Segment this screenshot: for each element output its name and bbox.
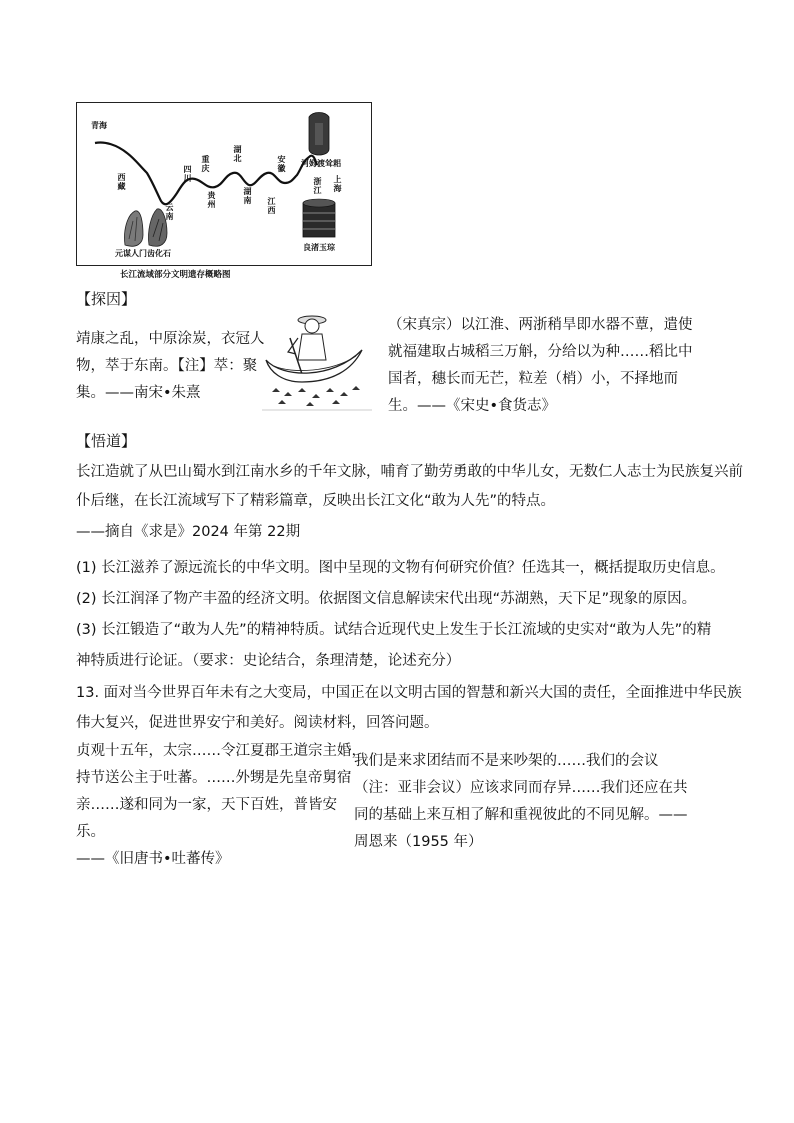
- source-qiushi: ——摘自《求是》2024 年第 22期: [76, 524, 301, 540]
- question-13-line: 伟大复兴，促进世界安宁和美好。阅读材料，回答问题。: [76, 715, 439, 731]
- farmer-boat-illustration: [262, 308, 372, 412]
- quote-zhuxi-line: 物，萃于东南。【注】萃：聚: [76, 358, 258, 374]
- map-label-sichuan: 四川: [183, 165, 192, 183]
- map-label-hunan: 湖南: [243, 187, 252, 205]
- quote-songshi-line: 生。——《宋史•食货志》: [388, 398, 557, 414]
- map-label-zhejiang: 浙江: [313, 177, 322, 195]
- question-list: [76, 553, 725, 677]
- map-label-yuanmou: 元谋人门齿化石: [115, 249, 171, 258]
- quote-zhou-line: 周恩来（1955 年）: [354, 834, 483, 850]
- map-label-qinghai: 青海: [91, 121, 107, 130]
- quote-songshi-line: 就福建取占城稻三万斛，分给以为种……稻比中: [388, 344, 693, 360]
- quote-tang-line: 持节送公主于吐蕃。……外甥是先皇帝舅宿: [76, 770, 352, 786]
- question-item-3-cont: 神特质进行论证。（要求：史论结合，条理清楚，论述充分）: [76, 653, 461, 669]
- quote-songshi: [388, 312, 693, 420]
- quote-songshi-line: 国者，穗长而无芒，粒差（梢）小，不择地而: [388, 371, 678, 387]
- map-label-anhui: 安徽: [277, 155, 286, 173]
- map-label-guizhou: 贵州: [207, 191, 216, 209]
- question-13: [76, 678, 742, 738]
- quote-tang-line: 亲……遂和同为一家，天下百姓，普皆安: [76, 797, 337, 813]
- wudao-line: 长江造就了从巴山蜀水到江南水乡的千年文脉，哺育了勤劳勇敢的中华儿女，无数仁人志士为民族复兴前: [76, 464, 743, 480]
- question-item-2: (2) 长江润泽了物产丰盈的经济文明。依据图文信息解读宋代出现“苏湖熟，天下足”现象的原因。: [76, 591, 697, 607]
- map-label-jiangxi: 江西: [267, 197, 276, 215]
- fossil-rock-1: [124, 211, 143, 246]
- map-label-chongqing: 重庆: [201, 155, 210, 173]
- map-label-xizang: 西藏: [117, 173, 126, 191]
- map-caption: 长江流域部分文明遗存概略图: [120, 270, 231, 280]
- quote-tang-source: ——《旧唐书•吐蕃传》: [76, 851, 230, 867]
- yangtze-river-line: [95, 142, 317, 204]
- quote-zhou: [354, 748, 688, 856]
- quote-tang-line: 乐。: [76, 824, 105, 840]
- yangtze-map-figure: [76, 102, 372, 266]
- question-item-1: (1) 长江滋养了源远流长的中华文明。图中呈现的文物有何研究价值？任选其一，概括提取历史信息。: [76, 560, 725, 576]
- quote-zhuxi-line: 靖康之乱，中原涂炭，衣冠人: [76, 331, 265, 347]
- quote-zhuxi-line: 集。——南宋•朱熹: [76, 385, 201, 401]
- map-label-hemudu: 河姆渡耸耜: [301, 159, 341, 168]
- section-heading-tanyin: 【探因】: [76, 290, 137, 308]
- map-label-shanghai: 上海: [333, 175, 342, 193]
- map-label-liangzhu: 良渚玉琮: [303, 243, 335, 252]
- quote-zhuxi: [76, 326, 265, 407]
- wudao-line: 仆后继，在长江流域写下了精彩篇章，反映出长江文化“敢为人先”的特点。: [76, 493, 556, 509]
- quote-zhou-line: （注：亚非会议）应该求同而存异……我们还应在共: [354, 780, 688, 796]
- liangzhu-cong-shape: [303, 199, 335, 237]
- quote-tang-line: 贞观十五年，太宗……令江夏郡王道宗主婚，: [76, 743, 366, 759]
- wudao-paragraph: [76, 458, 743, 516]
- map-label-hubei: 湖北: [233, 145, 242, 163]
- quote-songshi-line: （宋真宗）以江淮、两浙稍旱即水器不蕈，遣使: [388, 317, 693, 333]
- question-13-line: 13. 面对当今世界百年未有之大变局，中国正在以文明古国的智慧和新兴大国的责任，全面推进中华民族: [76, 685, 742, 701]
- map-label-yunnan: 云南: [165, 203, 174, 221]
- quote-tang: [76, 738, 366, 873]
- section-heading-wudao: 【悟道】: [76, 432, 137, 450]
- question-item-3: (3) 长江锻造了“敢为人先”的精神特质。试结合近现代史上发生于长江流域的史实对“敢为人先”的精: [76, 622, 712, 638]
- quote-zhou-line: 我们是来求团结而不是来吵架的……我们的会议: [354, 753, 659, 769]
- quote-zhou-line: 同的基础上来互相了解和重视彼此的不同见解。——: [354, 807, 688, 823]
